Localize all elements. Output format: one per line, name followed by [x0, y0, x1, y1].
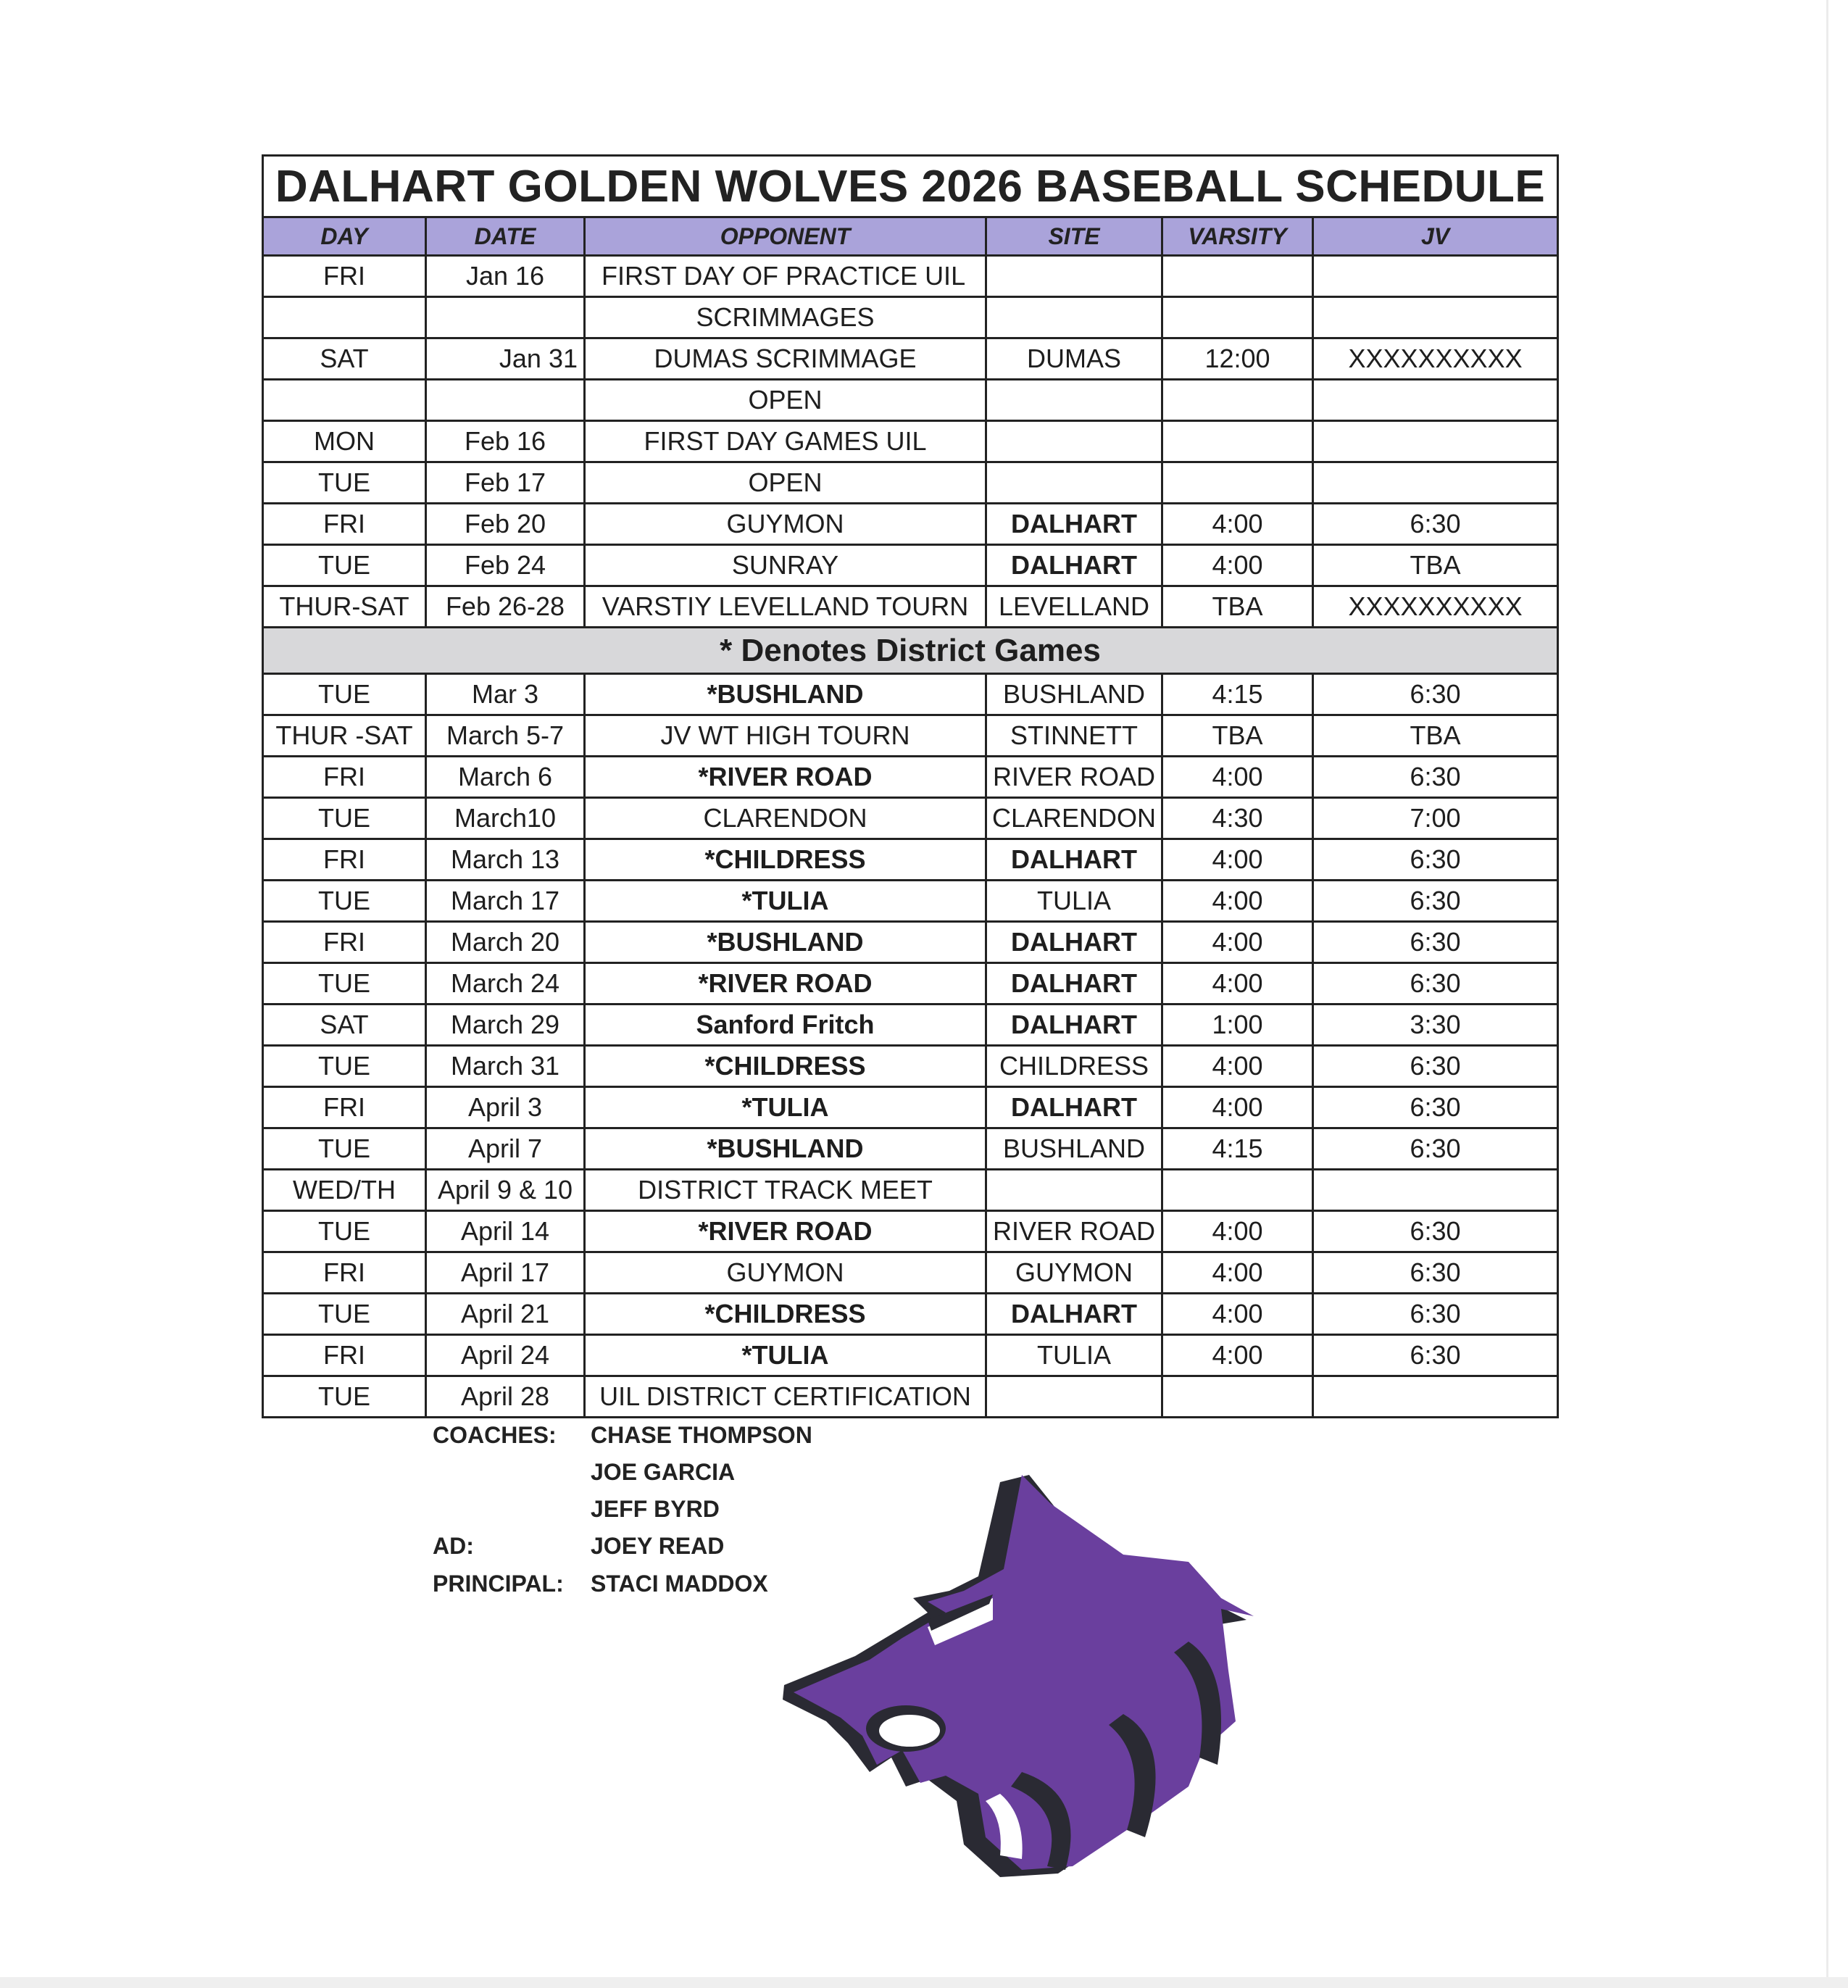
cell-day: SAT [263, 338, 426, 380]
cell-day: SAT [263, 1005, 426, 1046]
cell-day: THUR-SAT [263, 586, 426, 628]
cell-jv [1313, 380, 1558, 421]
cell-date: March 6 [426, 757, 585, 798]
cell-site: TULIA [986, 881, 1162, 922]
cell-opponent: *RIVER ROAD [585, 1211, 986, 1252]
cell-jv [1313, 462, 1558, 504]
cell-date: April 28 [426, 1376, 585, 1418]
page-edge [1826, 0, 1828, 1988]
ad-name: JOEY READ [591, 1533, 725, 1559]
cell-varsity: 4:15 [1162, 674, 1313, 715]
cell-opponent: *BUSHLAND [585, 922, 986, 963]
cell-varsity: 4:00 [1162, 1087, 1313, 1128]
schedule-title: DALHART GOLDEN WOLVES 2026 BASEBALL SCHEDULE [263, 156, 1558, 217]
cell-opponent: DISTRICT TRACK MEET [585, 1170, 986, 1211]
cell-site: TULIA [986, 1335, 1162, 1376]
schedule-table [262, 154, 1559, 1418]
cell-date: Jan 16 [426, 256, 585, 297]
cell-date: March 5-7 [426, 715, 585, 757]
cell-date: Feb 26-28 [426, 586, 585, 628]
cell-site: DALHART [986, 545, 1162, 586]
schedule-row [263, 1128, 1558, 1170]
cell-site: DALHART [986, 1294, 1162, 1335]
cell-opponent: SUNRAY [585, 545, 986, 586]
cell-site [986, 1170, 1162, 1211]
cell-day: FRI [263, 1087, 426, 1128]
cell-day: TUE [263, 798, 426, 839]
cell-date [426, 380, 585, 421]
cell-date: March 13 [426, 839, 585, 881]
cell-date: April 9 & 10 [426, 1170, 585, 1211]
cell-jv: TBA [1313, 545, 1558, 586]
cell-date: March 29 [426, 1005, 585, 1046]
cell-site: CHILDRESS [986, 1046, 1162, 1087]
cell-site: DALHART [986, 922, 1162, 963]
schedule-row [263, 1335, 1558, 1376]
cell-opponent: *RIVER ROAD [585, 963, 986, 1005]
cell-jv [1313, 1376, 1558, 1418]
schedule-row [263, 297, 1558, 338]
cell-date [426, 297, 585, 338]
cell-date: April 3 [426, 1087, 585, 1128]
schedule-row [263, 839, 1558, 881]
schedule-row [263, 1046, 1558, 1087]
cell-day: MON [263, 421, 426, 462]
cell-site: CLARENDON [986, 798, 1162, 839]
cell-opponent: Sanford Fritch [585, 1005, 986, 1046]
cell-varsity: 4:00 [1162, 1252, 1313, 1294]
col-header-day: DAY [263, 217, 426, 256]
cell-site [986, 462, 1162, 504]
cell-date: Jan 31 [426, 338, 585, 380]
cell-day: TUE [263, 881, 426, 922]
cell-jv [1313, 1170, 1558, 1211]
cell-day: TUE [263, 1294, 426, 1335]
principal-name: STACI MADDOX [591, 1571, 768, 1597]
cell-site: RIVER ROAD [986, 1211, 1162, 1252]
cell-site: DALHART [986, 839, 1162, 881]
cell-site: DUMAS [986, 338, 1162, 380]
coaches-label: COACHES: [433, 1422, 557, 1448]
cell-varsity: 4:00 [1162, 1046, 1313, 1087]
cell-opponent: GUYMON [585, 504, 986, 545]
cell-day: THUR -SAT [263, 715, 426, 757]
schedule-row [263, 1211, 1558, 1252]
col-header-opponent: OPPONENT [585, 217, 986, 256]
cell-opponent: JV WT HIGH TOURN [585, 715, 986, 757]
cell-varsity: 4:00 [1162, 504, 1313, 545]
schedule-row [263, 798, 1558, 839]
cell-date: April 14 [426, 1211, 585, 1252]
cell-date: Feb 20 [426, 504, 585, 545]
cell-date: Feb 17 [426, 462, 585, 504]
schedule-row [263, 1376, 1558, 1418]
cell-date: March10 [426, 798, 585, 839]
cell-day: TUE [263, 1128, 426, 1170]
cell-site: DALHART [986, 963, 1162, 1005]
cell-jv: 6:30 [1313, 757, 1558, 798]
wolf-head-logo-icon [783, 1453, 1377, 1888]
cell-varsity: 4:00 [1162, 757, 1313, 798]
cell-varsity [1162, 462, 1313, 504]
schedule-row [263, 504, 1558, 545]
coach-name: CHASE THOMPSON [591, 1422, 812, 1448]
cell-varsity: 4:00 [1162, 881, 1313, 922]
cell-day: TUE [263, 963, 426, 1005]
cell-jv: XXXXXXXXXX [1313, 586, 1558, 628]
cell-day: FRI [263, 839, 426, 881]
cell-site: BUSHLAND [986, 1128, 1162, 1170]
cell-opponent: UIL DISTRICT CERTIFICATION [585, 1376, 986, 1418]
coach-name: JOE GARCIA [591, 1459, 736, 1485]
cell-day: TUE [263, 674, 426, 715]
cell-jv: 6:30 [1313, 922, 1558, 963]
schedule-row [263, 1005, 1558, 1046]
cell-jv: 3:30 [1313, 1005, 1558, 1046]
schedule-row [263, 462, 1558, 504]
cell-opponent: OPEN [585, 462, 986, 504]
cell-jv: 6:30 [1313, 881, 1558, 922]
schedule-row [263, 421, 1558, 462]
cell-day: FRI [263, 757, 426, 798]
cell-varsity [1162, 297, 1313, 338]
cell-opponent: CLARENDON [585, 798, 986, 839]
district-games-note: * Denotes District Games [263, 628, 1558, 674]
cell-varsity [1162, 1170, 1313, 1211]
schedule-row [263, 1252, 1558, 1294]
col-header-jv: JV [1313, 217, 1558, 256]
cell-day: TUE [263, 545, 426, 586]
schedule-row [263, 1294, 1558, 1335]
cell-opponent: *TULIA [585, 881, 986, 922]
cell-site: LEVELLAND [986, 586, 1162, 628]
cell-varsity [1162, 1376, 1313, 1418]
cell-site: RIVER ROAD [986, 757, 1162, 798]
cell-day [263, 380, 426, 421]
cell-opponent: FIRST DAY GAMES UIL [585, 421, 986, 462]
schedule-row [263, 715, 1558, 757]
cell-opponent: GUYMON [585, 1252, 986, 1294]
cell-date: March 24 [426, 963, 585, 1005]
cell-jv: 6:30 [1313, 1087, 1558, 1128]
cell-jv: 6:30 [1313, 839, 1558, 881]
cell-jv: 7:00 [1313, 798, 1558, 839]
cell-site: BUSHLAND [986, 674, 1162, 715]
cell-varsity: 1:00 [1162, 1005, 1313, 1046]
cell-day [263, 297, 426, 338]
cell-date: March 20 [426, 922, 585, 963]
cell-jv [1313, 256, 1558, 297]
cell-varsity: 4:00 [1162, 545, 1313, 586]
cell-site [986, 380, 1162, 421]
cell-day: FRI [263, 1252, 426, 1294]
cell-opponent: SCRIMMAGES [585, 297, 986, 338]
cell-day: TUE [263, 1211, 426, 1252]
cell-opponent: *CHILDRESS [585, 1294, 986, 1335]
cell-day: FRI [263, 504, 426, 545]
cell-varsity [1162, 256, 1313, 297]
schedule-row [263, 757, 1558, 798]
title-row [263, 156, 1558, 217]
cell-site: DALHART [986, 1005, 1162, 1046]
cell-site [986, 297, 1162, 338]
cell-jv: 6:30 [1313, 674, 1558, 715]
schedule-row [263, 256, 1558, 297]
cell-opponent: *TULIA [585, 1335, 986, 1376]
cell-site [986, 1376, 1162, 1418]
cell-opponent: *RIVER ROAD [585, 757, 986, 798]
schedule-row [263, 338, 1558, 380]
col-header-site: SITE [986, 217, 1162, 256]
cell-varsity: 4:00 [1162, 1294, 1313, 1335]
district-banner-row [263, 628, 1558, 674]
schedule-row [263, 674, 1558, 715]
cell-date: April 21 [426, 1294, 585, 1335]
cell-opponent: *BUSHLAND [585, 674, 986, 715]
cell-day: TUE [263, 462, 426, 504]
cell-varsity: 12:00 [1162, 338, 1313, 380]
page-bottom-strip [0, 1977, 1848, 1988]
cell-jv: 6:30 [1313, 1046, 1558, 1087]
cell-opponent: FIRST DAY OF PRACTICE UIL [585, 256, 986, 297]
cell-date: April 7 [426, 1128, 585, 1170]
cell-jv: XXXXXXXXXX [1313, 338, 1558, 380]
principal-label: PRINCIPAL: [433, 1571, 564, 1597]
cell-date: Feb 16 [426, 421, 585, 462]
cell-varsity: 4:00 [1162, 963, 1313, 1005]
cell-varsity: 4:00 [1162, 1211, 1313, 1252]
cell-opponent: *CHILDRESS [585, 1046, 986, 1087]
cell-varsity [1162, 421, 1313, 462]
cell-jv: 6:30 [1313, 1252, 1558, 1294]
cell-site [986, 256, 1162, 297]
cell-opponent: *CHILDRESS [585, 839, 986, 881]
col-header-varsity: VARSITY [1162, 217, 1313, 256]
cell-varsity [1162, 380, 1313, 421]
schedule-row [263, 1170, 1558, 1211]
cell-varsity: 4:00 [1162, 839, 1313, 881]
cell-site: GUYMON [986, 1252, 1162, 1294]
cell-jv: TBA [1313, 715, 1558, 757]
schedule-row [263, 922, 1558, 963]
cell-opponent: OPEN [585, 380, 986, 421]
cell-date: April 17 [426, 1252, 585, 1294]
cell-jv: 6:30 [1313, 1294, 1558, 1335]
cell-day: TUE [263, 1046, 426, 1087]
cell-jv: 6:30 [1313, 1128, 1558, 1170]
cell-site [986, 421, 1162, 462]
schedule-row [263, 963, 1558, 1005]
cell-site: STINNETT [986, 715, 1162, 757]
cell-varsity: TBA [1162, 586, 1313, 628]
cell-jv: 6:30 [1313, 1211, 1558, 1252]
cell-opponent: *BUSHLAND [585, 1128, 986, 1170]
cell-varsity: 4:30 [1162, 798, 1313, 839]
cell-varsity: 4:15 [1162, 1128, 1313, 1170]
cell-jv: 6:30 [1313, 504, 1558, 545]
schedule-row [263, 380, 1558, 421]
cell-opponent: DUMAS SCRIMMAGE [585, 338, 986, 380]
cell-date: March 17 [426, 881, 585, 922]
cell-jv: 6:30 [1313, 963, 1558, 1005]
cell-opponent: VARSTIY LEVELLAND TOURN [585, 586, 986, 628]
cell-varsity: 4:00 [1162, 1335, 1313, 1376]
cell-day: FRI [263, 922, 426, 963]
col-header-date: DATE [426, 217, 585, 256]
schedule-row [263, 586, 1558, 628]
cell-varsity: 4:00 [1162, 922, 1313, 963]
cell-site: DALHART [986, 504, 1162, 545]
ad-label: AD: [433, 1533, 474, 1559]
schedule-row [263, 881, 1558, 922]
cell-date: Feb 24 [426, 545, 585, 586]
cell-site: DALHART [986, 1087, 1162, 1128]
cell-varsity: TBA [1162, 715, 1313, 757]
cell-date: April 24 [426, 1335, 585, 1376]
cell-jv [1313, 421, 1558, 462]
cell-jv [1313, 297, 1558, 338]
cell-day: TUE [263, 1376, 426, 1418]
cell-date: March 31 [426, 1046, 585, 1087]
cell-day: FRI [263, 256, 426, 297]
cell-date: Mar 3 [426, 674, 585, 715]
schedule-row [263, 545, 1558, 586]
coach-name: JEFF BYRD [591, 1496, 720, 1522]
cell-jv: 6:30 [1313, 1335, 1558, 1376]
cell-opponent: *TULIA [585, 1087, 986, 1128]
header-row [263, 217, 1558, 256]
cell-day: FRI [263, 1335, 426, 1376]
schedule-row [263, 1087, 1558, 1128]
cell-day: WED/TH [263, 1170, 426, 1211]
